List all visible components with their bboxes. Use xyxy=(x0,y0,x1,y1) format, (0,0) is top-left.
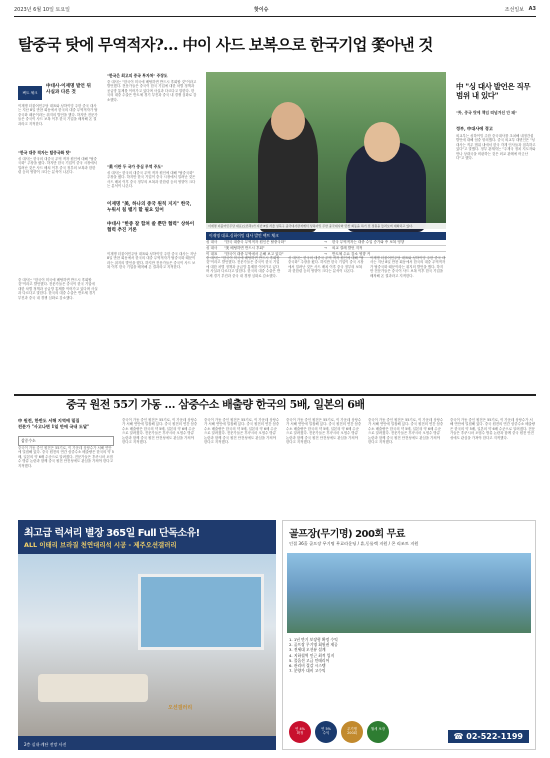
fact-table-title: 이재명 대표-싱하이밍 대사 발언 팩트 체크 xyxy=(206,232,446,240)
masthead-section: 핫이슈 xyxy=(254,7,269,13)
story1-q2: "美 이란 두 국가 중심 무역 주도" xyxy=(107,164,164,169)
ad-left[interactable] xyxy=(18,520,276,750)
ad-item: 6. 관리비 절감 시스템 xyxy=(289,663,326,669)
ad-item: 7. 분양가 대비 고수익 xyxy=(289,668,326,674)
story1-body-b: 싱 대사는 한국의 대중국 무역 적자 원인에 대해 "탈중국화" 주장을 폈다. 하지만 한국 기업이 중국 시장에서 밀려난 것은 사드 배치 이후 중국 정부의 보복과 한한령 등의 영향이 크다는 분석이 나온다. xyxy=(107,171,197,189)
row-arrow: → xyxy=(324,252,327,256)
ad-left-sub: ALL 이태리 브라질 천연대리석 시공 - 제주오션갤러리 xyxy=(24,541,177,549)
row-arrow: → xyxy=(324,246,327,250)
ad-left-window xyxy=(138,574,264,650)
top-rule xyxy=(14,16,536,17)
story1-col5: 이재명 더불어민주당 대표와 싱하이밍 주한 중국 대사는 지난 8일 만찬 회동에서 한국의 대중 무역적자가 탈중국화 때문이라는 취지의 발언을 했다. 하지만 전문가들은 중국이 사드 보복 이후 한국 기업을 배척해 온 결과라고 지적한다. xyxy=(370,256,446,278)
row-claim: "美 베팅하면 반드시 후회" xyxy=(224,246,265,250)
side-body: 외교부는 싱하이밍 주한 중국대사를 초치해 내정간섭 발언에 대해 엄중 항의했다. 중국 외교부 대변인은 "싱 대사는 직무 범위 내에서 한국 각계 인사들과 접촉하고 있다"고 말했다. 정부 관계자는 "주재국 정치 지도자와 만나 상대국을 비판하는 것은 외교 관례에 어긋난다"고 했다. xyxy=(456,134,537,161)
news-photo xyxy=(206,72,446,229)
story1-sub2: 이재명 "美, 하나의 중국 원칙 지지" 한국, 누워서 침 뱉기 할 필요 있어 xyxy=(107,202,192,213)
section-rule xyxy=(14,394,536,396)
fact-check-body3: 중 대사는 "한국이 미국에 베팅하면 반드시 후회할 것"이라고 발언했다. 전문가들은 중국이 한국 기업에 대한 차별 정책과 공급망 통제를 이어가고 있다며 사실과 다르다고 말한다. 한국의 대중 수출은 반도체 경기 부진과 중국 내 경쟁 심화로 감소했다. xyxy=(18,278,98,300)
ad-right-sub: 인접 36홀 골프장 무기명 무료라운딩 / 휴,동롤렉 지원 / 콘 리조트 지원 xyxy=(289,541,419,546)
masthead-paper: 조선일보 xyxy=(504,7,524,13)
row-fact: 외교 결례 발언 지적 xyxy=(332,246,363,250)
phone-number: 02-522-1199 xyxy=(466,732,523,741)
section2-col3: 중국이 가동 중인 원전은 55기로, 이 가운데 상당수가 서해 연안에 밀집해 있다. 중국 원전의 연간 삼중수소 배출량은 한국의 약 5배, 일본의 약 6배 수준으로 알려졌다. 전문가들은 후쿠시마 오염수 방류 논란과 함께 중국 원전 안전성에도 관심을 가져야 한다고 지적했다. xyxy=(286,418,362,445)
story1-subhead1: "한국은 최고의 중국 투자처" 주장도 xyxy=(107,73,168,78)
story1-body-a: 중 대사는 "한국이 미국에 베팅하면 반드시 후회할 것"이라고 발언했다. 전문가들은 중국이 한국 기업에 대한 차별 정책과 공급망 통제를 이어가고 있다며 사실과 다르다고 말한다. 한국의 대중 수출은 반도체 경기 부진과 중국 내 경쟁 심화로 감소했다. xyxy=(107,80,198,102)
person-left-face xyxy=(271,102,305,140)
story1-body-c: 이재명 더불어민주당 대표와 싱하이밍 주한 중국 대사는 지난 8일 만찬 회동에서 한국의 대중 무역적자가 탈중국화 때문이라는 취지의 발언을 했다. 하지만 전문가들은 중국이 사드 보복 이후 한국 기업을 배척해 온 결과라고 지적한다. xyxy=(107,252,198,270)
ad-item: 2. 골프장 무기명 회원권 제공 xyxy=(289,642,338,648)
side-subhead: "外, 중국 탓에 책임 떠넘겨선 안 돼" xyxy=(456,110,518,115)
section2-headline: 중국 원전 55기 가동 … 삼중수소 배출량 한국의 5배, 일본의 6배 xyxy=(66,398,365,411)
box-label xyxy=(18,436,114,446)
story1-col3: 중 대사는 "한국이 미국에 베팅하면 반드시 후회할 것"이라고 발언했다. 전문가들은 중국이 한국 기업에 대한 차별 정책과 공급망 통제를 이어가고 있다며 사실과 다르다고 말한다. 한국의 대중 수출은 반도체 경기 부진과 중국 내 경쟁 심화로 감소했다. xyxy=(206,256,281,278)
phone-icon: ☎ xyxy=(453,732,467,741)
section2-col1: 중국이 가동 중인 원전은 55기로, 이 가운데 상당수가 서해 연안에 밀집해 있다. 중국 원전의 연간 삼중수소 배출량은 한국의 약 5배, 일본의 약 6배 수준으로 알려졌다. 전문가들은 후쿠시마 오염수 방류 논란과 함께 중국 원전 안전성에도 관심을 가져야 한다고 지적했다. xyxy=(122,418,198,445)
fact-check-subhead: 中대사·이재명 발언 뒤 사실과 다른 것 xyxy=(46,84,91,95)
fact-check-body2: 싱 대사는 한국의 대중국 무역 적자 원인에 대해 "탈중국화" 주장을 폈다. 하지만 한국 기업이 중국 시장에서 밀려난 것은 사드 배치 이후 중국 정부의 보복과 한한령 등의 영향이 크다는 분석이 나온다. xyxy=(18,157,99,175)
ad-right-badges xyxy=(289,721,409,745)
masthead-page: A3 xyxy=(528,6,536,12)
story1-sub3: 中대사 "한중 잘 합쳐 쓸 뿐만 협력" 상하이 협력 추진 거론 xyxy=(107,222,195,233)
row-arrow: → xyxy=(324,240,327,244)
ad-right-photo xyxy=(287,553,531,633)
ad-left-photo xyxy=(18,554,276,736)
box-label-text: 삼중수소 xyxy=(21,438,36,443)
ad-item: 5. 풀옵션 고급 인테리어 xyxy=(289,657,330,663)
fact-check-badge xyxy=(18,86,42,100)
ad-left-headline: 최고급 럭셔리 별장 365일 Full 단독소유! xyxy=(24,528,200,539)
ad-badge: 무기명 200회 xyxy=(341,721,363,743)
row-speaker: 싱 대사 xyxy=(206,246,218,250)
ad-item: 4. 지하철역 인근 최적 입지 xyxy=(289,652,335,658)
ad-badge: 연 5% 수익 xyxy=(315,721,337,743)
fact-check-body: 이재명 더불어민주당 대표와 싱하이밍 주한 중국 대사는 지난 8일 만찬 회동에서 한국의 대중 무역적자가 탈중국화 때문이라는 취지의 발언을 했다. 하지만 전문가들은 중국이 사드 보복 이후 한국 기업을 배척해 온 결과라고 지적한다. xyxy=(18,104,98,126)
badge-text: 팩트 체크 xyxy=(22,91,38,95)
fact-check-q1: "한국 대중 적자는 탈중국화 탓" xyxy=(18,150,72,155)
section2-col5: 중국이 가동 중인 원전은 55기로, 이 가운데 상당수가 서해 연안에 밀집해 있다. 중국 원전의 연간 삼중수소 배출량은 한국의 약 5배, 일본의 약 6배 수준으로 알려졌다. 전문가들은 후쿠시마 오염수 방류 논란과 함께 중국 원전 안전성에도 관심을 가져야 한다고 지적했다. xyxy=(450,418,536,440)
ad-right-list xyxy=(289,637,529,673)
ad-right-phone[interactable] xyxy=(448,730,530,743)
person-right-face xyxy=(364,122,400,162)
box-body: 중국이 가동 중인 원전은 55기로, 이 가운데 상당수가 서해 연안에 밀집해 있다. 중국 원전의 연간 삼중수소 배출량은 한국의 약 5배, 일본의 약 6배 수준으로 알려졌다. 전문가들은 후쿠시마 오염수 방류 논란과 함께 중국 원전 안전성에도 관심을 가져야 한다고 지적했다. xyxy=(18,446,114,468)
ad-right[interactable] xyxy=(282,520,536,750)
ad-item: 1. 1년 만기 보장형 확정 수익 xyxy=(289,637,338,642)
fact-table xyxy=(206,232,446,258)
ad-item: 3. 전세대 오션뷰 설계 xyxy=(289,647,326,653)
photo-caption: 이재명 더불어민주당 대표(오른쪽)가 지난 8일 서울 성북구 중국대사관저에서 싱하이밍 주한 중국대사와 만찬 회동을 하기 전 정원을 둘러보며 대화하고 있다. xyxy=(206,223,446,229)
masthead-date: 2023년 6월 10일 토요일 xyxy=(14,7,71,13)
section2-subhead: 中 원전, 한반도 서해 지역에 밀집 전문가 "사고나면 1일 만에 국내 도달" xyxy=(18,418,90,429)
side-headline: 中 "싱 대사 발언은 직무 범위 내 있다" xyxy=(456,82,531,100)
masthead xyxy=(14,6,536,16)
section2-col4: 중국이 가동 중인 원전은 55기로, 이 가운데 상당수가 서해 연안에 밀집해 있다. 중국 원전의 연간 삼중수소 배출량은 한국의 약 5배, 일본의 약 6배 수준으로 알려졌다. 전문가들은 후쿠시마 오염수 방류 논란과 함께 중국 원전 안전성에도 관심을 가져야 한다고 지적했다. xyxy=(368,418,444,445)
row-speaker: 싱 대사 xyxy=(206,240,218,244)
row-speaker: 이 대표 xyxy=(206,252,218,256)
ad-right-headline: 골프장(무기명) 200회 무료 xyxy=(289,529,405,540)
story1-col4: 싱 대사는 한국의 대중국 무역 적자 원인에 대해 "탈중국화" 주장을 폈다. 하지만 한국 기업이 중국 시장에서 밀려난 것은 사드 배치 이후 중국 정부의 보복과 한한령 등의 영향이 크다는 분석이 나온다. xyxy=(288,256,364,274)
ad-left-footer: 2층 실내·계단 전망 사진 xyxy=(24,742,67,747)
row-fact: 반도체 수요 감소 영향 커 xyxy=(332,252,371,256)
ad-badge: 월세 보장 xyxy=(367,721,389,743)
ad-badge: 연 4% 확정 xyxy=(289,721,311,743)
main-headline: 탈중국 탓에 무역적자?… 中이 사드 보복으로 한국기업 쫓아낸 것 xyxy=(18,35,433,54)
ad-left-sofa xyxy=(38,674,148,702)
ad-left-brand: 오션갤러리 xyxy=(168,705,193,711)
row-claim: "한국이 대중 무역에서 손해 보고 있다" xyxy=(224,252,284,256)
side-byline: 정부, 中대사에 경고 xyxy=(456,126,493,131)
row-claim: "한국 대중국 무역적자 원인은 탈중국화" xyxy=(224,240,286,244)
row-fact: 한국 무역적자는 대중 수입 증가와 中 보복 영향 xyxy=(332,240,405,244)
section2-col2: 중국이 가동 중인 원전은 55기로, 이 가운데 상당수가 서해 연안에 밀집해 있다. 중국 원전의 연간 삼중수소 배출량은 한국의 약 5배, 일본의 약 6배 수준으로 알려졌다. 전문가들은 후쿠시마 오염수 방류 논란과 함께 중국 원전 안전성에도 관심을 가져야 한다고 지적했다. xyxy=(204,418,280,445)
